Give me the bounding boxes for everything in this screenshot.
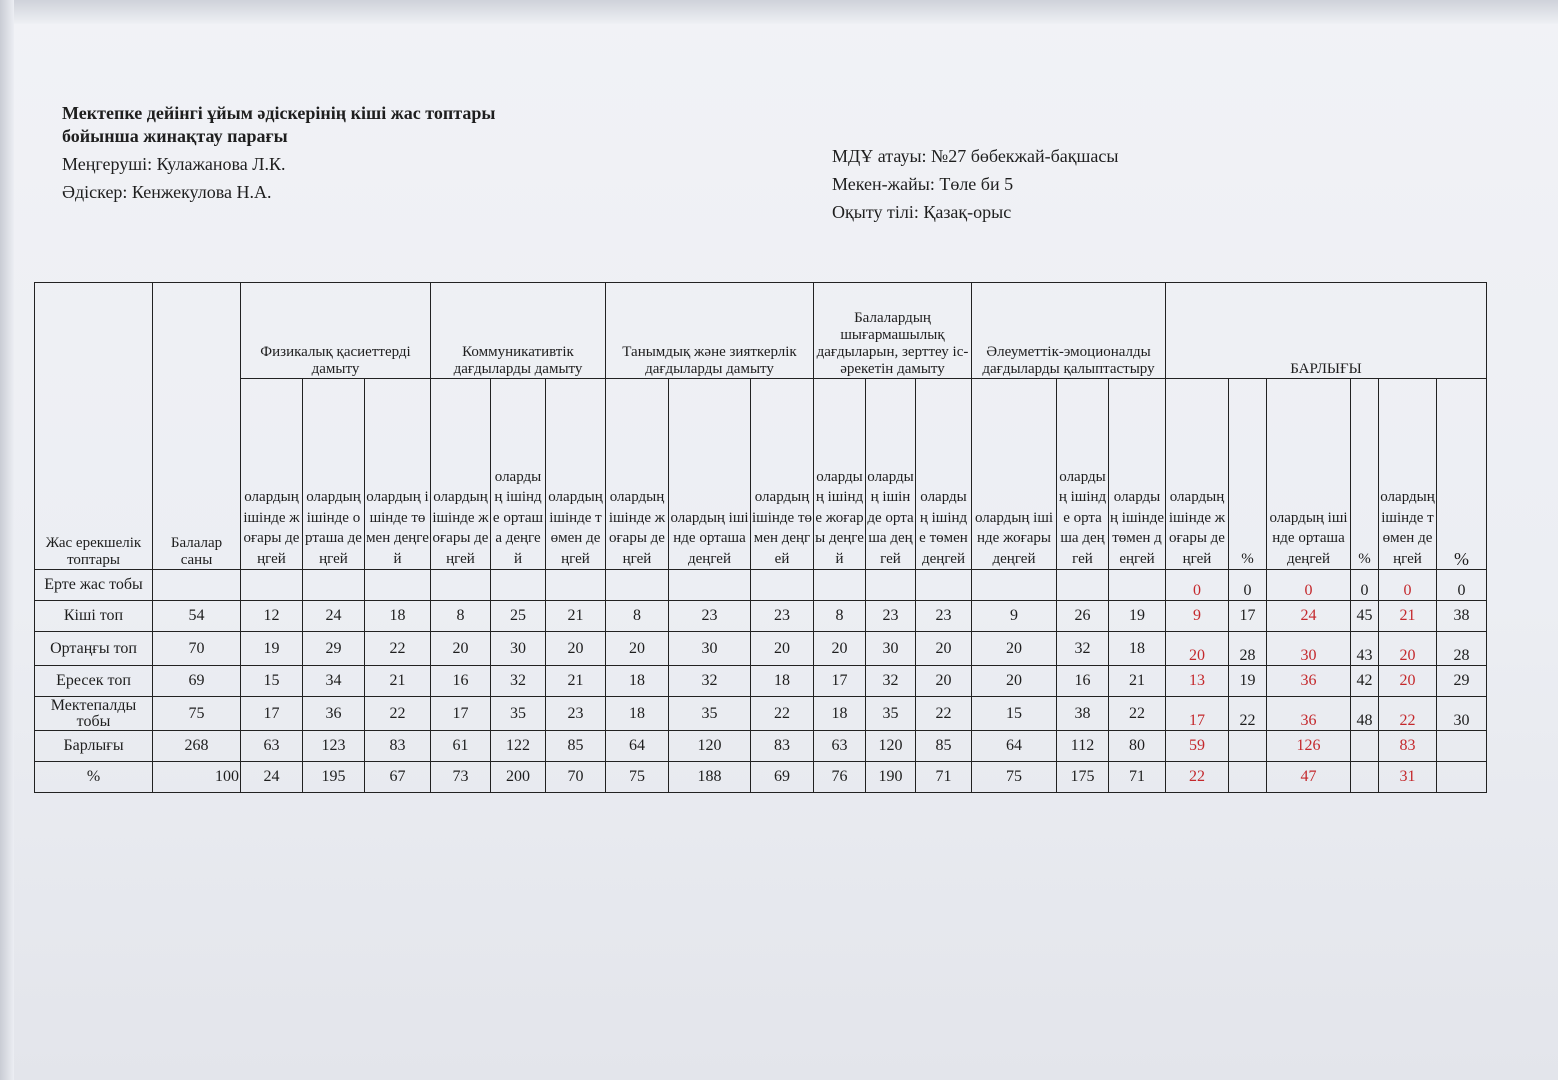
value-cell: 18 <box>606 697 669 731</box>
paper-edge-top <box>0 0 1558 24</box>
total-percent-cell <box>1229 762 1267 793</box>
group-creative: Балалардың шығармашылық дағдыларын, зерттеу іс-әрекетін дамыту <box>814 283 972 379</box>
sub-total-mid: олардың ішінде орташа деңгей <box>1267 379 1351 570</box>
table-row <box>35 601 1487 632</box>
row-label: Барлығы <box>35 731 153 762</box>
total-percent-cell: 0 <box>1351 570 1379 601</box>
sub-creative-mid: олардың ішінде орташа деңгей <box>866 379 916 570</box>
group-total: БАРЛЫҒЫ <box>1166 283 1487 379</box>
value-cell: 17 <box>241 697 303 731</box>
value-cell: 8 <box>431 601 491 632</box>
value-cell: 34 <box>303 666 365 697</box>
total-percent-cell: 28 <box>1437 632 1487 666</box>
header-age-group: Жас ерекшелік топтары <box>35 283 153 570</box>
total-count-cell: 20 <box>1379 666 1437 697</box>
sub-creative-high: олардың ішінде жоғары деңгей <box>814 379 866 570</box>
value-cell: 32 <box>669 666 751 697</box>
value-cell: 23 <box>866 601 916 632</box>
manager-line: Меңгеруші: Кулажанова Л.К. <box>62 154 286 174</box>
value-cell: 35 <box>866 697 916 731</box>
children-count-cell <box>153 570 241 601</box>
total-percent-cell: 28 <box>1229 632 1267 666</box>
value-cell <box>1057 570 1109 601</box>
children-count-cell: 70 <box>153 632 241 666</box>
summary-table <box>34 282 1487 793</box>
sub-total-low: олардың ішінде төмен деңгей <box>1379 379 1437 570</box>
group-social-emotional: Әлеуметтік-эмоционалды дағдыларды қалыптастыру <box>972 283 1166 379</box>
value-cell: 22 <box>365 697 431 731</box>
sub-comm-low: олардың ішінде төмен деңгей <box>546 379 606 570</box>
value-cell: 70 <box>546 762 606 793</box>
value-cell: 8 <box>606 601 669 632</box>
sub-cog-low: олардың ішінде төмен деңгей <box>751 379 814 570</box>
value-cell: 20 <box>916 666 972 697</box>
value-cell: 73 <box>431 762 491 793</box>
table-row <box>35 697 1487 731</box>
title-line-2: бойынша жинақтау парағы <box>62 126 288 146</box>
address-line: Мекен-жайы: Төле би 5 <box>832 174 1014 194</box>
value-cell <box>491 570 546 601</box>
meta-right <box>832 142 1118 226</box>
language-line: Оқыту тілі: Қазақ-орыс <box>832 202 1012 222</box>
children-count-cell: 69 <box>153 666 241 697</box>
row-label: % <box>35 762 153 793</box>
table-row <box>35 570 1487 601</box>
sub-cog-high: олардың ішінде жоғары деңгей <box>606 379 669 570</box>
value-cell: 19 <box>1109 601 1166 632</box>
total-count-cell: 31 <box>1379 762 1437 793</box>
value-cell: 32 <box>866 666 916 697</box>
total-count-cell: 9 <box>1166 601 1229 632</box>
methodist-line: Әдіскер: Кенжекулова Н.А. <box>62 182 272 202</box>
children-count-cell: 54 <box>153 601 241 632</box>
sub-total-low-pct: % <box>1437 379 1487 570</box>
total-count-cell: 59 <box>1166 731 1229 762</box>
value-cell: 23 <box>546 697 606 731</box>
value-cell <box>241 570 303 601</box>
title-line-1: Мектепке дейінгі ұйым әдіскерінің кіші жас топтары <box>62 103 496 123</box>
value-cell: 26 <box>1057 601 1109 632</box>
sub-physical-mid: олардың ішінде орташа деңгей <box>303 379 365 570</box>
value-cell <box>669 570 751 601</box>
total-percent-cell: 42 <box>1351 666 1379 697</box>
value-cell: 21 <box>1109 666 1166 697</box>
value-cell: 80 <box>1109 731 1166 762</box>
value-cell: 20 <box>431 632 491 666</box>
value-cell: 22 <box>751 697 814 731</box>
children-count-cell: 268 <box>153 731 241 762</box>
paper-edge-left <box>0 0 14 1080</box>
total-count-cell: 22 <box>1166 762 1229 793</box>
document-title <box>62 102 662 148</box>
value-cell <box>365 570 431 601</box>
row-label: Мектепалды тобы <box>35 697 153 731</box>
row-label: Ересек топ <box>35 666 153 697</box>
children-count-cell: 75 <box>153 697 241 731</box>
total-percent-cell: 29 <box>1437 666 1487 697</box>
institution-line: МДҰ атауы: №27 бөбекжай-бақшасы <box>832 146 1119 166</box>
total-percent-cell: 17 <box>1229 601 1267 632</box>
value-cell: 64 <box>606 731 669 762</box>
value-cell <box>972 570 1057 601</box>
value-cell: 188 <box>669 762 751 793</box>
value-cell: 17 <box>431 697 491 731</box>
total-percent-cell: 45 <box>1351 601 1379 632</box>
total-count-cell: 47 <box>1267 762 1351 793</box>
total-count-cell: 36 <box>1267 697 1351 731</box>
value-cell <box>916 570 972 601</box>
children-count-cell: 100 <box>153 762 241 793</box>
value-cell: 36 <box>303 697 365 731</box>
value-cell <box>1109 570 1166 601</box>
header-children-count: Балалар саны <box>153 283 241 570</box>
value-cell: 63 <box>241 731 303 762</box>
value-cell: 30 <box>669 632 751 666</box>
value-cell: 18 <box>365 601 431 632</box>
value-cell: 23 <box>751 601 814 632</box>
table-row <box>35 731 1487 762</box>
total-count-cell: 22 <box>1379 697 1437 731</box>
value-cell: 38 <box>1057 697 1109 731</box>
value-cell: 17 <box>814 666 866 697</box>
value-cell: 35 <box>669 697 751 731</box>
value-cell: 18 <box>1109 632 1166 666</box>
sub-cog-mid: олардың ішінде орташа деңгей <box>669 379 751 570</box>
value-cell: 76 <box>814 762 866 793</box>
total-count-cell: 36 <box>1267 666 1351 697</box>
total-percent-cell: 48 <box>1351 697 1379 731</box>
meta-left <box>62 150 286 206</box>
total-percent-cell: 30 <box>1437 697 1487 731</box>
value-cell: 71 <box>1109 762 1166 793</box>
group-physical: Физикалық қасиеттерді дамыту <box>241 283 431 379</box>
total-count-cell: 126 <box>1267 731 1351 762</box>
total-percent-cell <box>1229 731 1267 762</box>
total-count-cell: 0 <box>1379 570 1437 601</box>
value-cell: 200 <box>491 762 546 793</box>
total-count-cell: 13 <box>1166 666 1229 697</box>
total-percent-cell: 43 <box>1351 632 1379 666</box>
sub-social-low: олардың ішінде төмен деңгей <box>1109 379 1166 570</box>
value-cell: 9 <box>972 601 1057 632</box>
group-cognitive: Танымдық және зияткерлік дағдыларды дамыту <box>606 283 814 379</box>
total-percent-cell: 22 <box>1229 697 1267 731</box>
value-cell: 64 <box>972 731 1057 762</box>
value-cell: 30 <box>491 632 546 666</box>
value-cell: 29 <box>303 632 365 666</box>
total-percent-cell <box>1351 762 1379 793</box>
value-cell: 85 <box>546 731 606 762</box>
value-cell: 23 <box>669 601 751 632</box>
row-label: Ортаңғы топ <box>35 632 153 666</box>
total-percent-cell: 0 <box>1229 570 1267 601</box>
value-cell: 24 <box>241 762 303 793</box>
value-cell: 83 <box>365 731 431 762</box>
row-label: Кіші топ <box>35 601 153 632</box>
value-cell: 69 <box>751 762 814 793</box>
value-cell: 32 <box>1057 632 1109 666</box>
value-cell: 21 <box>365 666 431 697</box>
value-cell: 18 <box>751 666 814 697</box>
value-cell: 12 <box>241 601 303 632</box>
table-row <box>35 632 1487 666</box>
value-cell: 63 <box>814 731 866 762</box>
value-cell: 112 <box>1057 731 1109 762</box>
value-cell: 25 <box>491 601 546 632</box>
value-cell: 23 <box>916 601 972 632</box>
value-cell: 20 <box>606 632 669 666</box>
value-cell: 18 <box>814 697 866 731</box>
value-cell: 20 <box>546 632 606 666</box>
value-cell <box>431 570 491 601</box>
sub-comm-mid: олардың ішінде орташа деңгей <box>491 379 546 570</box>
value-cell: 20 <box>972 666 1057 697</box>
sub-total-high: олардың ішінде жоғары деңгей <box>1166 379 1229 570</box>
row-label: Ерте жас тобы <box>35 570 153 601</box>
value-cell <box>546 570 606 601</box>
sub-physical-high: олардың ішінде жоғары деңгей <box>241 379 303 570</box>
total-count-cell: 17 <box>1166 697 1229 731</box>
value-cell: 18 <box>606 666 669 697</box>
value-cell: 30 <box>866 632 916 666</box>
value-cell: 16 <box>431 666 491 697</box>
total-percent-cell <box>1437 731 1487 762</box>
total-percent-cell: 19 <box>1229 666 1267 697</box>
value-cell: 8 <box>814 601 866 632</box>
value-cell: 122 <box>491 731 546 762</box>
total-count-cell: 20 <box>1379 632 1437 666</box>
sub-total-mid-pct: % <box>1351 379 1379 570</box>
value-cell: 32 <box>491 666 546 697</box>
value-cell <box>814 570 866 601</box>
value-cell <box>751 570 814 601</box>
value-cell: 22 <box>365 632 431 666</box>
value-cell: 15 <box>972 697 1057 731</box>
total-count-cell: 0 <box>1166 570 1229 601</box>
value-cell: 120 <box>669 731 751 762</box>
value-cell: 20 <box>751 632 814 666</box>
value-cell: 24 <box>303 601 365 632</box>
value-cell: 83 <box>751 731 814 762</box>
sub-social-high: олардың ішінде жоғары деңгей <box>972 379 1057 570</box>
value-cell: 21 <box>546 601 606 632</box>
table-row <box>35 762 1487 793</box>
group-communicative: Коммуникативтік дағдыларды дамыту <box>431 283 606 379</box>
sub-physical-low: олардың ішінде төмен деңгей <box>365 379 431 570</box>
total-count-cell: 0 <box>1267 570 1351 601</box>
total-percent-cell: 0 <box>1437 570 1487 601</box>
value-cell: 71 <box>916 762 972 793</box>
value-cell: 22 <box>916 697 972 731</box>
value-cell: 20 <box>916 632 972 666</box>
value-cell: 35 <box>491 697 546 731</box>
value-cell <box>606 570 669 601</box>
sub-creative-low: олардың ішінде төмен деңгей <box>916 379 972 570</box>
value-cell: 20 <box>972 632 1057 666</box>
total-count-cell: 21 <box>1379 601 1437 632</box>
value-cell: 120 <box>866 731 916 762</box>
value-cell: 19 <box>241 632 303 666</box>
sub-comm-high: олардың ішінде жоғары деңгей <box>431 379 491 570</box>
sub-total-high-pct: % <box>1229 379 1267 570</box>
total-percent-cell <box>1351 731 1379 762</box>
sub-social-mid: олардың ішінде орташа деңгей <box>1057 379 1109 570</box>
total-count-cell: 20 <box>1166 632 1229 666</box>
total-percent-cell <box>1437 762 1487 793</box>
total-count-cell: 83 <box>1379 731 1437 762</box>
value-cell: 123 <box>303 731 365 762</box>
total-percent-cell: 38 <box>1437 601 1487 632</box>
total-count-cell: 30 <box>1267 632 1351 666</box>
total-count-cell: 24 <box>1267 601 1351 632</box>
value-cell: 75 <box>606 762 669 793</box>
value-cell <box>866 570 916 601</box>
value-cell: 75 <box>972 762 1057 793</box>
value-cell: 20 <box>814 632 866 666</box>
value-cell: 190 <box>866 762 916 793</box>
value-cell: 22 <box>1109 697 1166 731</box>
value-cell: 21 <box>546 666 606 697</box>
value-cell: 67 <box>365 762 431 793</box>
value-cell: 16 <box>1057 666 1109 697</box>
value-cell <box>303 570 365 601</box>
value-cell: 175 <box>1057 762 1109 793</box>
table-row <box>35 666 1487 697</box>
value-cell: 85 <box>916 731 972 762</box>
value-cell: 15 <box>241 666 303 697</box>
value-cell: 61 <box>431 731 491 762</box>
value-cell: 195 <box>303 762 365 793</box>
